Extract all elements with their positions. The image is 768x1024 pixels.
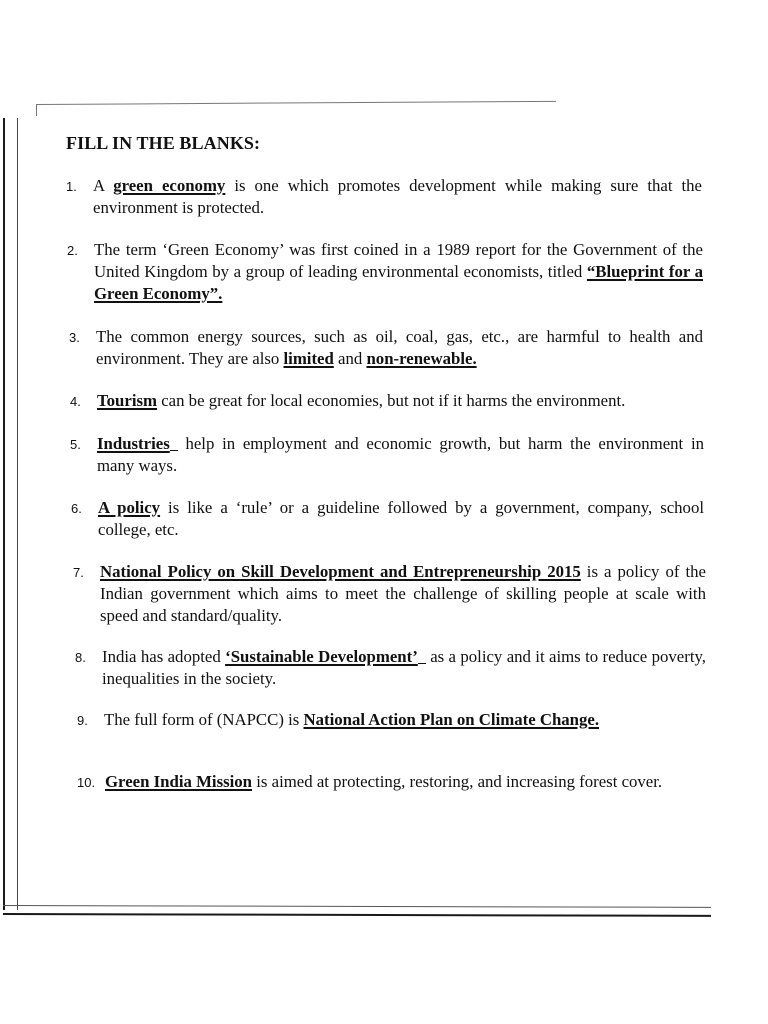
answer-text: “Blueprint for a Green Economy”. (94, 262, 703, 303)
question-number: 9. (77, 713, 88, 728)
question-text-before: The term ‘Green Economy’ was first coined in a 1989 report for the Government of the United Kingdom by a group of leading environmental economists, titled (94, 240, 703, 281)
question-number: 4. (70, 394, 81, 409)
question-text-after: is aimed at protecting, restoring, and increasing forest cover. (252, 772, 663, 791)
question-1 (66, 175, 703, 219)
question-number: 8. (75, 650, 86, 665)
question-4 (70, 390, 707, 412)
question-7 (73, 561, 706, 627)
answer-text: green economy (113, 176, 226, 195)
question-text-after: as a policy and it aims to reduce poverty, inequalities in the society. (102, 647, 706, 688)
question-text-middle: and (333, 349, 367, 368)
question-10 (77, 771, 707, 793)
answer-blank-line (170, 450, 178, 451)
question-number: 7. (73, 565, 84, 580)
question-text-before: A (93, 176, 114, 195)
answer-blank-line (418, 663, 426, 664)
question-text-after: can be great for local economies, but not if it harms the environment. (157, 391, 626, 410)
question-text-before: The common energy sources, such as oil, coal, gas, etc., are harmful to health and environment. They are also (96, 327, 703, 368)
question-text-after: help in employment and economic growth, but harm the environment in many ways. (97, 434, 704, 475)
question-9 (77, 709, 706, 731)
question-number: 1. (66, 179, 77, 194)
question-text-after: is one which promotes development while making sure that the environment is protected. (93, 176, 703, 217)
page-edge-corner (36, 104, 37, 116)
answer-text: National Policy on Skill Development and Entrepreneurship 2015 (100, 562, 581, 581)
question-6 (71, 497, 705, 541)
question-3 (69, 326, 703, 370)
page-edge-bottom (3, 905, 711, 917)
answer-text: limited (283, 349, 334, 368)
question-text-after: is like a ‘rule’ or a guideline followed by a government, company, school college, etc. (98, 498, 705, 539)
question-number: 5. (70, 437, 81, 452)
answer-text: Green India Mission (105, 772, 253, 791)
answer-text: Industries (97, 434, 170, 453)
question-number: 3. (69, 330, 80, 345)
question-8 (75, 646, 706, 690)
answer-text-2: non-renewable. (366, 349, 477, 368)
answer-text: A policy (98, 498, 161, 517)
question-number: 6. (71, 501, 82, 516)
question-number: 2. (67, 243, 78, 258)
answer-text: National Action Plan on Climate Change. (303, 710, 600, 729)
question-number: 10. (77, 775, 96, 790)
answer-text: ‘Sustainable Development’ (225, 647, 418, 666)
page-edge-left (3, 118, 18, 910)
answer-text: Tourism (97, 391, 157, 410)
page-edge-top (36, 101, 556, 105)
worksheet-heading: FILL IN THE BLANKS: (66, 133, 261, 153)
question-text-before: The full form of (NAPCC) is (104, 710, 304, 729)
question-2 (67, 239, 703, 305)
question-text-after: is a policy of the Indian government which aims to meet the challenge of skilling people at scale with speed and standard/quality. (100, 562, 706, 625)
question-text-before: India has adopted (102, 647, 226, 666)
question-5 (70, 433, 704, 477)
